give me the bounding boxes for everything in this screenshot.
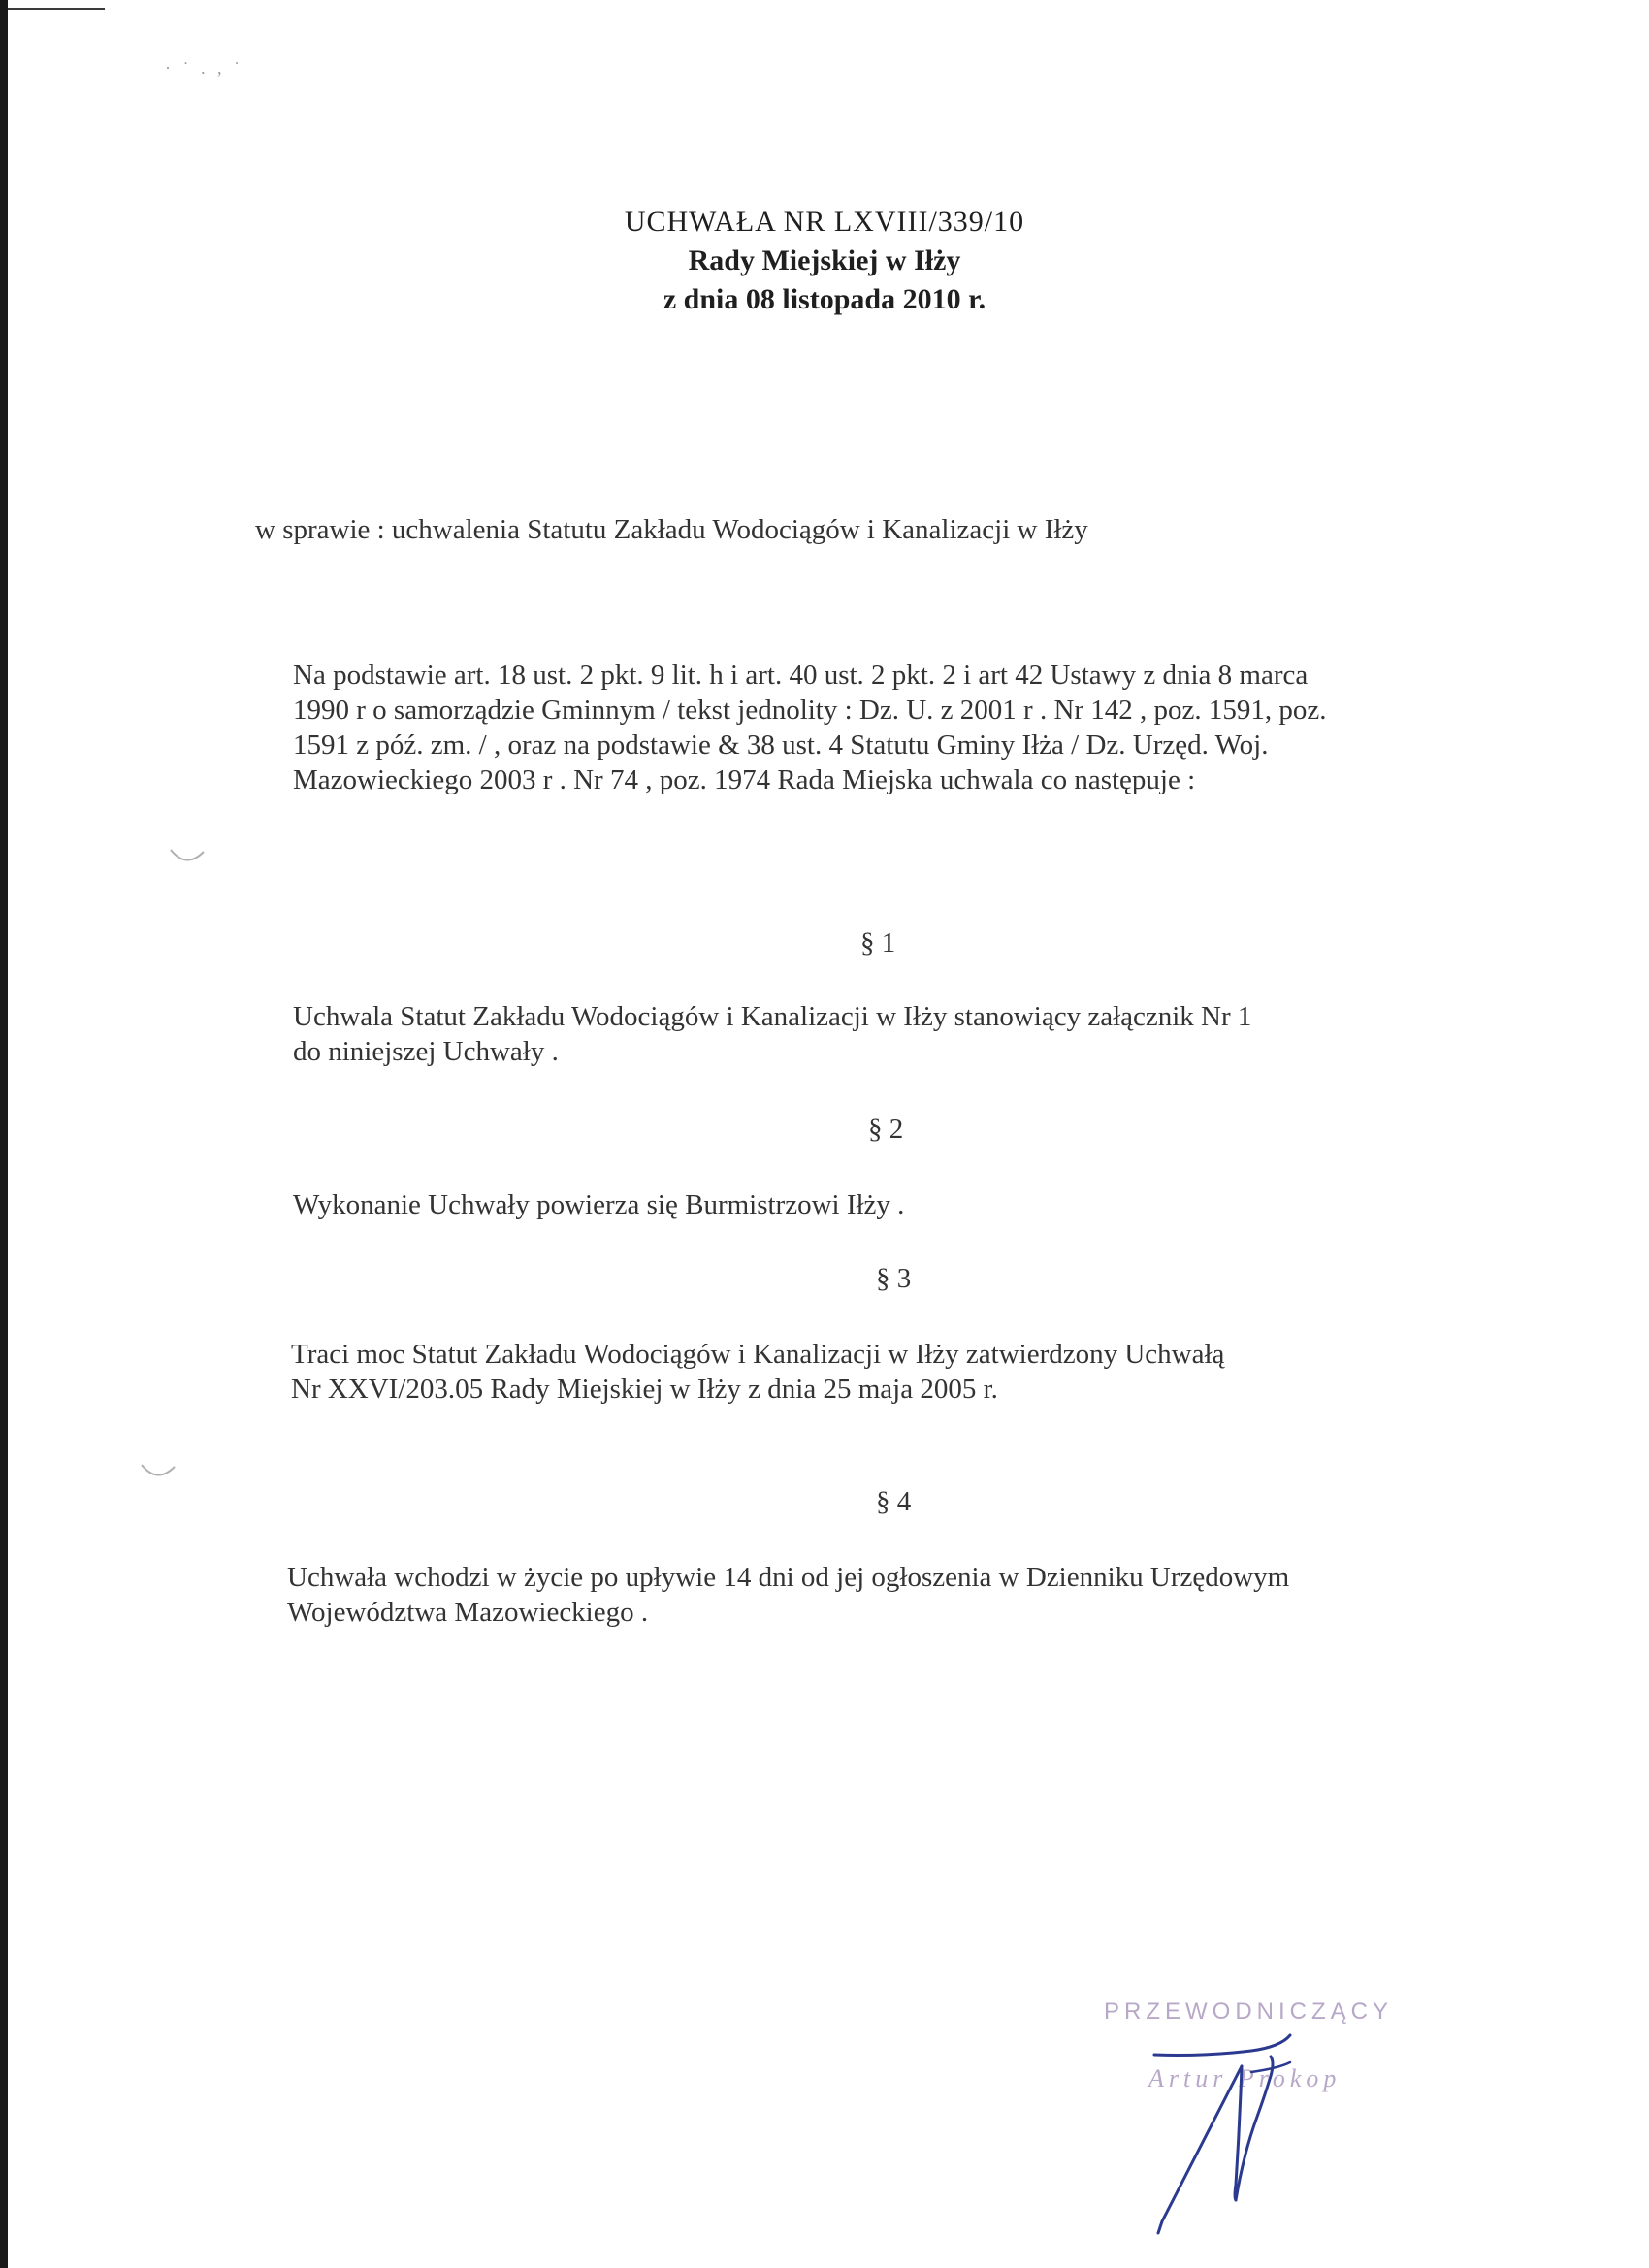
section-3-mark: § 3 <box>876 1263 912 1294</box>
legal-basis-line: 1591 z póź. zm. / , oraz na podstawie & 38 ust. 4 Statutu Gminy Iłża / Dz. Urzęd. Woj. <box>293 729 1269 761</box>
chairman-stamp <box>1096 1998 1445 2241</box>
legal-basis-line: Mazowieckiego 2003 r . Nr 74 , poz. 1974 Rada Miejska uchwala co następuje : <box>293 764 1196 795</box>
section-4-mark: § 4 <box>876 1486 912 1517</box>
scan-speck: · ˙ . , ˙ <box>165 58 243 78</box>
legal-basis-line: 1990 r o samorządzie Gminnym / tekst jednolity : Dz. U. z 2001 r . Nr 142 , poz. 1591, poz. <box>293 695 1327 726</box>
section-1-text <box>293 999 1251 1069</box>
stamp-title: PRZEWODNICZĄCY <box>1104 1998 1393 2025</box>
punch-hole-mark <box>140 1461 178 1482</box>
legal-basis <box>293 658 1327 797</box>
section-line: Uchwała wchodzi w życie po upływie 14 dni od jej ogłoszenia w Dzienniku Urzędowym <box>287 1562 1290 1593</box>
handwritten-signature <box>1135 2008 1348 2241</box>
section-3-text <box>291 1337 1224 1407</box>
section-line: Uchwala Statut Zakładu Wodociągów i Kanalizacji w Iłży stanowiący załącznik Nr 1 <box>293 1001 1252 1032</box>
section-2-text <box>293 1187 904 1222</box>
section-1-mark: § 1 <box>860 927 896 958</box>
section-line: Województwa Mazowieckiego . <box>287 1597 649 1628</box>
section-line: Nr XXVI/203.05 Rady Miejskiej w Iłży z dnia 25 maja 2005 r. <box>291 1374 998 1405</box>
section-line: Traci moc Statut Zakładu Wodociągów i Kanalizacji w Iłży zatwierdzony Uchwałą <box>291 1339 1225 1370</box>
section-line: Wykonanie Uchwały powierza się Burmistrzowi Iłży . <box>293 1189 905 1220</box>
section-line: do niniejszej Uchwały . <box>293 1036 559 1067</box>
resolution-subject: w sprawie : uchwalenia Statutu Zakładu Wodociągów i Kanalizacji w Iłży <box>255 514 1088 545</box>
council-name: Rady Miejskiej w Iłży <box>688 244 961 276</box>
section-2-mark: § 2 <box>868 1114 904 1145</box>
scan-edge-left <box>0 0 8 2268</box>
stamp-name: Artur Prokop <box>1148 2064 1342 2092</box>
resolution-number: UCHWAŁA NR LXVIII/339/10 <box>624 206 1025 238</box>
scan-edge-top <box>8 8 105 10</box>
punch-hole-mark <box>169 846 208 867</box>
section-4-text <box>287 1560 1289 1630</box>
resolution-date: z dnia 08 listopada 2010 r. <box>663 283 986 315</box>
legal-basis-line: Na podstawie art. 18 ust. 2 pkt. 9 lit. h i art. 40 ust. 2 pkt. 2 i art 42 Ustawy z dnia 8 marca <box>293 660 1309 691</box>
